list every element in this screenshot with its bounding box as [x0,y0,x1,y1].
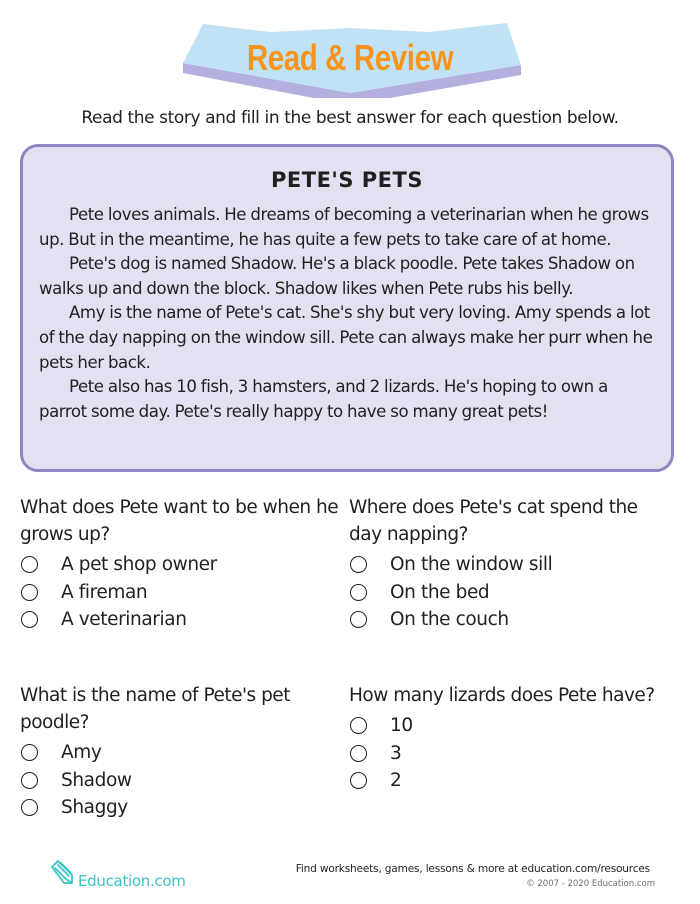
footer-resources-link[interactable]: Find worksheets, games, lessons & more at education.com/resources [295,863,650,875]
radio-circle-icon[interactable] [350,717,367,734]
answer-option[interactable] [20,794,340,822]
instructions: Read the story and fill in the best answer for each question below. [81,108,619,128]
radio-circle-icon[interactable] [21,611,38,628]
option-label: On the bed [390,581,490,603]
question-text: How many lizards does Pete have? [349,685,655,706]
option-label: 10 [390,715,413,737]
pencil-paper-icon [48,858,78,892]
story-paragraph: Amy is the name of Pete's cat. She's shy but very loving. Amy spends a lot of the day napping on the window sill. Pete can always make her purr when he pets her back. [39,303,653,372]
option-label: Shadow [61,769,132,791]
header-banner [175,18,525,98]
question-3 [20,682,340,822]
option-label: A pet shop owner [61,554,217,576]
footer-copyright: © 2007 - 2020 Education.com [526,879,655,889]
answer-option[interactable] [20,739,340,767]
story-box [20,144,674,472]
radio-circle-icon[interactable] [350,611,367,628]
option-label: Amy [61,742,102,764]
answer-options [349,551,669,634]
question-2 [349,494,669,634]
answer-option[interactable] [20,606,340,634]
banner-title: Read & Review [246,37,454,78]
story-paragraph: Pete also has 10 fish, 3 hamsters, and 2 lizards. He's hoping to own a parrot some day. Pete's really happy to have so many great pets! [39,377,608,421]
story-paragraph: Pete loves animals. He dreams of becoming a veterinarian when he grows up. But in the meantime, he has quite a few pets to take care of at home. [39,205,649,249]
education-logo[interactable] [48,858,186,892]
question-1 [20,494,340,634]
option-label: On the couch [390,609,509,631]
answer-option[interactable] [20,579,340,607]
radio-circle-icon[interactable] [21,584,38,601]
radio-circle-icon[interactable] [21,799,38,816]
question-text: What does Pete want to be when he grows up? [20,497,339,545]
answer-options [20,551,340,634]
answer-option[interactable] [20,551,340,579]
question-4 [349,682,669,795]
answer-option[interactable] [349,767,669,795]
radio-circle-icon[interactable] [21,772,38,789]
question-text: What is the name of Pete's pet poodle? [20,685,290,733]
answer-option[interactable] [349,551,669,579]
answer-options [20,739,340,822]
radio-circle-icon[interactable] [350,584,367,601]
answer-option[interactable] [349,579,669,607]
story-title: PETE'S PETS [271,168,423,192]
question-text: Where does Pete's cat spend the day napping? [349,497,638,545]
radio-circle-icon[interactable] [350,556,367,573]
answer-option[interactable] [349,740,669,768]
option-label: 2 [390,770,402,792]
story-text [39,203,657,424]
story-paragraph: Pete's dog is named Shadow. He's a black poodle. Pete takes Shadow on walks up and down the block. Shadow likes when Pete rubs his belly. [39,254,635,298]
answer-option[interactable] [349,606,669,634]
option-label: 3 [390,742,402,764]
logo-text: Education.com [78,872,186,890]
answer-option[interactable] [349,712,669,740]
answer-options [349,712,669,795]
option-label: A veterinarian [61,609,187,631]
radio-circle-icon[interactable] [21,556,38,573]
radio-circle-icon[interactable] [21,744,38,761]
option-label: Shaggy [61,797,128,819]
answer-option[interactable] [20,767,340,795]
radio-circle-icon[interactable] [350,772,367,789]
option-label: On the window sill [390,554,553,576]
option-label: A fireman [61,581,148,603]
radio-circle-icon[interactable] [350,745,367,762]
